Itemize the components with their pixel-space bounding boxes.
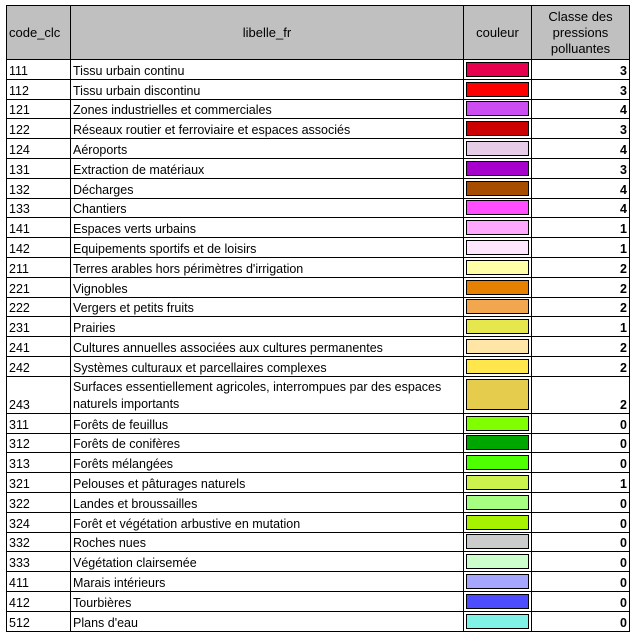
color-swatch — [466, 181, 529, 196]
code-cell: 211 — [7, 257, 71, 277]
header-row — [7, 6, 630, 60]
color-swatch — [466, 515, 529, 530]
table-row — [7, 591, 630, 611]
code-cell: 132 — [7, 178, 71, 198]
couleur-cell — [464, 178, 532, 198]
classe-cell: 0 — [532, 512, 630, 532]
code-cell: 222 — [7, 297, 71, 317]
color-swatch — [466, 319, 529, 334]
table-row — [7, 356, 630, 376]
code-cell: 312 — [7, 433, 71, 453]
libelle-cell: Zones industrielles et commerciales — [71, 99, 464, 119]
code-cell: 243 — [7, 376, 71, 413]
color-swatch — [466, 534, 529, 549]
libelle-cell: Décharges — [71, 178, 464, 198]
classe-cell: 0 — [532, 453, 630, 473]
code-cell: 122 — [7, 119, 71, 139]
libelle-cell: Tourbières — [71, 591, 464, 611]
color-swatch — [466, 299, 529, 314]
table-row — [7, 433, 630, 453]
table-row — [7, 238, 630, 258]
couleur-cell — [464, 99, 532, 119]
couleur-cell — [464, 492, 532, 512]
code-cell: 124 — [7, 139, 71, 159]
code-cell: 221 — [7, 277, 71, 297]
color-swatch — [466, 416, 529, 431]
couleur-cell — [464, 139, 532, 159]
code-cell: 332 — [7, 532, 71, 552]
color-swatch — [466, 101, 529, 116]
header-libelle: libelle_fr — [71, 6, 464, 60]
couleur-cell — [464, 60, 532, 80]
color-swatch — [466, 161, 529, 176]
color-swatch — [466, 82, 529, 97]
classe-cell: 3 — [532, 158, 630, 178]
table-row — [7, 317, 630, 337]
header-code: code_clc — [7, 6, 71, 60]
libelle-cell: Végétation clairsemée — [71, 552, 464, 572]
code-cell: 311 — [7, 413, 71, 433]
color-swatch — [466, 455, 529, 470]
libelle-cell: Plans d'eau — [71, 611, 464, 631]
color-swatch — [466, 339, 529, 354]
classe-cell: 4 — [532, 198, 630, 218]
couleur-cell — [464, 376, 532, 413]
classe-cell: 2 — [532, 376, 630, 413]
libelle-cell: Equipements sportifs et de loisirs — [71, 238, 464, 258]
libelle-cell: Forêts de conifères — [71, 433, 464, 453]
couleur-cell — [464, 512, 532, 532]
code-cell: 142 — [7, 238, 71, 258]
table-row — [7, 158, 630, 178]
couleur-cell — [464, 453, 532, 473]
classe-cell: 2 — [532, 337, 630, 357]
classe-cell: 0 — [532, 572, 630, 592]
code-cell: 242 — [7, 356, 71, 376]
libelle-cell: Prairies — [71, 317, 464, 337]
libelle-cell: Marais intérieurs — [71, 572, 464, 592]
code-cell: 412 — [7, 591, 71, 611]
color-swatch — [466, 614, 529, 629]
table-row — [7, 257, 630, 277]
table-row — [7, 60, 630, 80]
libelle-cell: Chantiers — [71, 198, 464, 218]
libelle-cell: Surfaces essentiellement agricoles, interrompues par des espaces naturels importants — [71, 376, 464, 413]
table-row — [7, 297, 630, 317]
libelle-cell: Roches nues — [71, 532, 464, 552]
classe-cell: 2 — [532, 356, 630, 376]
table-row — [7, 119, 630, 139]
couleur-cell — [464, 317, 532, 337]
classe-cell: 2 — [532, 277, 630, 297]
couleur-cell — [464, 433, 532, 453]
couleur-cell — [464, 198, 532, 218]
classe-cell: 0 — [532, 611, 630, 631]
color-swatch — [466, 240, 529, 255]
classe-cell: 1 — [532, 317, 630, 337]
classe-cell: 1 — [532, 238, 630, 258]
libelle-cell: Systèmes culturaux et parcellaires complexes — [71, 356, 464, 376]
color-swatch — [466, 200, 529, 215]
libelle-cell: Espaces verts urbains — [71, 218, 464, 238]
classe-cell: 4 — [532, 139, 630, 159]
table-row — [7, 178, 630, 198]
libelle-cell: Pelouses et pâturages naturels — [71, 473, 464, 493]
color-swatch — [466, 359, 529, 374]
code-cell: 111 — [7, 60, 71, 80]
classe-cell: 0 — [532, 492, 630, 512]
couleur-cell — [464, 337, 532, 357]
table-row — [7, 512, 630, 532]
libelle-cell: Aéroports — [71, 139, 464, 159]
libelle-cell: Vergers et petits fruits — [71, 297, 464, 317]
classe-cell: 4 — [532, 99, 630, 119]
couleur-cell — [464, 572, 532, 592]
classe-cell: 0 — [532, 552, 630, 572]
table-row — [7, 218, 630, 238]
couleur-cell — [464, 218, 532, 238]
code-cell: 231 — [7, 317, 71, 337]
color-swatch — [466, 141, 529, 156]
couleur-cell — [464, 532, 532, 552]
code-cell: 321 — [7, 473, 71, 493]
couleur-cell — [464, 79, 532, 99]
table-row — [7, 532, 630, 552]
code-cell: 512 — [7, 611, 71, 631]
libelle-cell: Terres arables hors périmètres d'irrigation — [71, 257, 464, 277]
couleur-cell — [464, 238, 532, 258]
color-swatch — [466, 379, 529, 410]
couleur-cell — [464, 552, 532, 572]
classe-cell: 0 — [532, 591, 630, 611]
color-swatch — [466, 435, 529, 450]
classe-cell: 2 — [532, 257, 630, 277]
color-swatch — [466, 554, 529, 569]
table-row — [7, 277, 630, 297]
code-cell: 313 — [7, 453, 71, 473]
color-swatch — [466, 121, 529, 136]
table-row — [7, 139, 630, 159]
classe-cell: 0 — [532, 413, 630, 433]
code-cell: 411 — [7, 572, 71, 592]
classe-cell: 4 — [532, 178, 630, 198]
libelle-cell: Landes et broussailles — [71, 492, 464, 512]
classe-cell: 1 — [532, 218, 630, 238]
couleur-cell — [464, 413, 532, 433]
classe-cell: 3 — [532, 79, 630, 99]
table-row — [7, 473, 630, 493]
color-swatch — [466, 495, 529, 510]
table-row — [7, 99, 630, 119]
code-cell: 324 — [7, 512, 71, 532]
couleur-cell — [464, 591, 532, 611]
libelle-cell: Forêts mélangées — [71, 453, 464, 473]
couleur-cell — [464, 297, 532, 317]
code-cell: 241 — [7, 337, 71, 357]
table-row — [7, 198, 630, 218]
table-row — [7, 79, 630, 99]
classe-cell: 3 — [532, 60, 630, 80]
couleur-cell — [464, 356, 532, 376]
libelle-cell: Tissu urbain discontinu — [71, 79, 464, 99]
code-cell: 121 — [7, 99, 71, 119]
code-cell: 333 — [7, 552, 71, 572]
classe-cell: 0 — [532, 532, 630, 552]
table-row — [7, 453, 630, 473]
color-swatch — [466, 62, 529, 77]
classe-cell: 2 — [532, 297, 630, 317]
code-cell: 322 — [7, 492, 71, 512]
libelle-cell: Réseaux routier et ferroviaire et espaces associés — [71, 119, 464, 139]
table-row — [7, 492, 630, 512]
color-swatch — [466, 220, 529, 235]
classe-cell: 0 — [532, 433, 630, 453]
classe-cell: 1 — [532, 473, 630, 493]
table-row — [7, 337, 630, 357]
libelle-cell: Forêt et végétation arbustive en mutation — [71, 512, 464, 532]
code-cell: 133 — [7, 198, 71, 218]
table-row — [7, 376, 630, 413]
table-row — [7, 611, 630, 631]
code-cell: 112 — [7, 79, 71, 99]
couleur-cell — [464, 277, 532, 297]
color-swatch — [466, 280, 529, 295]
table-row — [7, 413, 630, 433]
couleur-cell — [464, 611, 532, 631]
libelle-cell: Extraction de matériaux — [71, 158, 464, 178]
couleur-cell — [464, 119, 532, 139]
color-swatch — [466, 260, 529, 275]
header-couleur: couleur — [464, 6, 532, 60]
couleur-cell — [464, 257, 532, 277]
table-row — [7, 552, 630, 572]
color-swatch — [466, 594, 529, 609]
libelle-cell: Vignobles — [71, 277, 464, 297]
code-cell: 141 — [7, 218, 71, 238]
color-swatch — [466, 574, 529, 589]
code-cell: 131 — [7, 158, 71, 178]
clc-legend-table — [6, 5, 630, 632]
libelle-cell: Cultures annuelles associées aux cultures permanentes — [71, 337, 464, 357]
libelle-cell: Forêts de feuillus — [71, 413, 464, 433]
header-classe: Classe des pressions polluantes — [532, 6, 630, 60]
classe-cell: 3 — [532, 119, 630, 139]
color-swatch — [466, 475, 529, 490]
libelle-cell: Tissu urbain continu — [71, 60, 464, 80]
couleur-cell — [464, 473, 532, 493]
table-row — [7, 572, 630, 592]
couleur-cell — [464, 158, 532, 178]
